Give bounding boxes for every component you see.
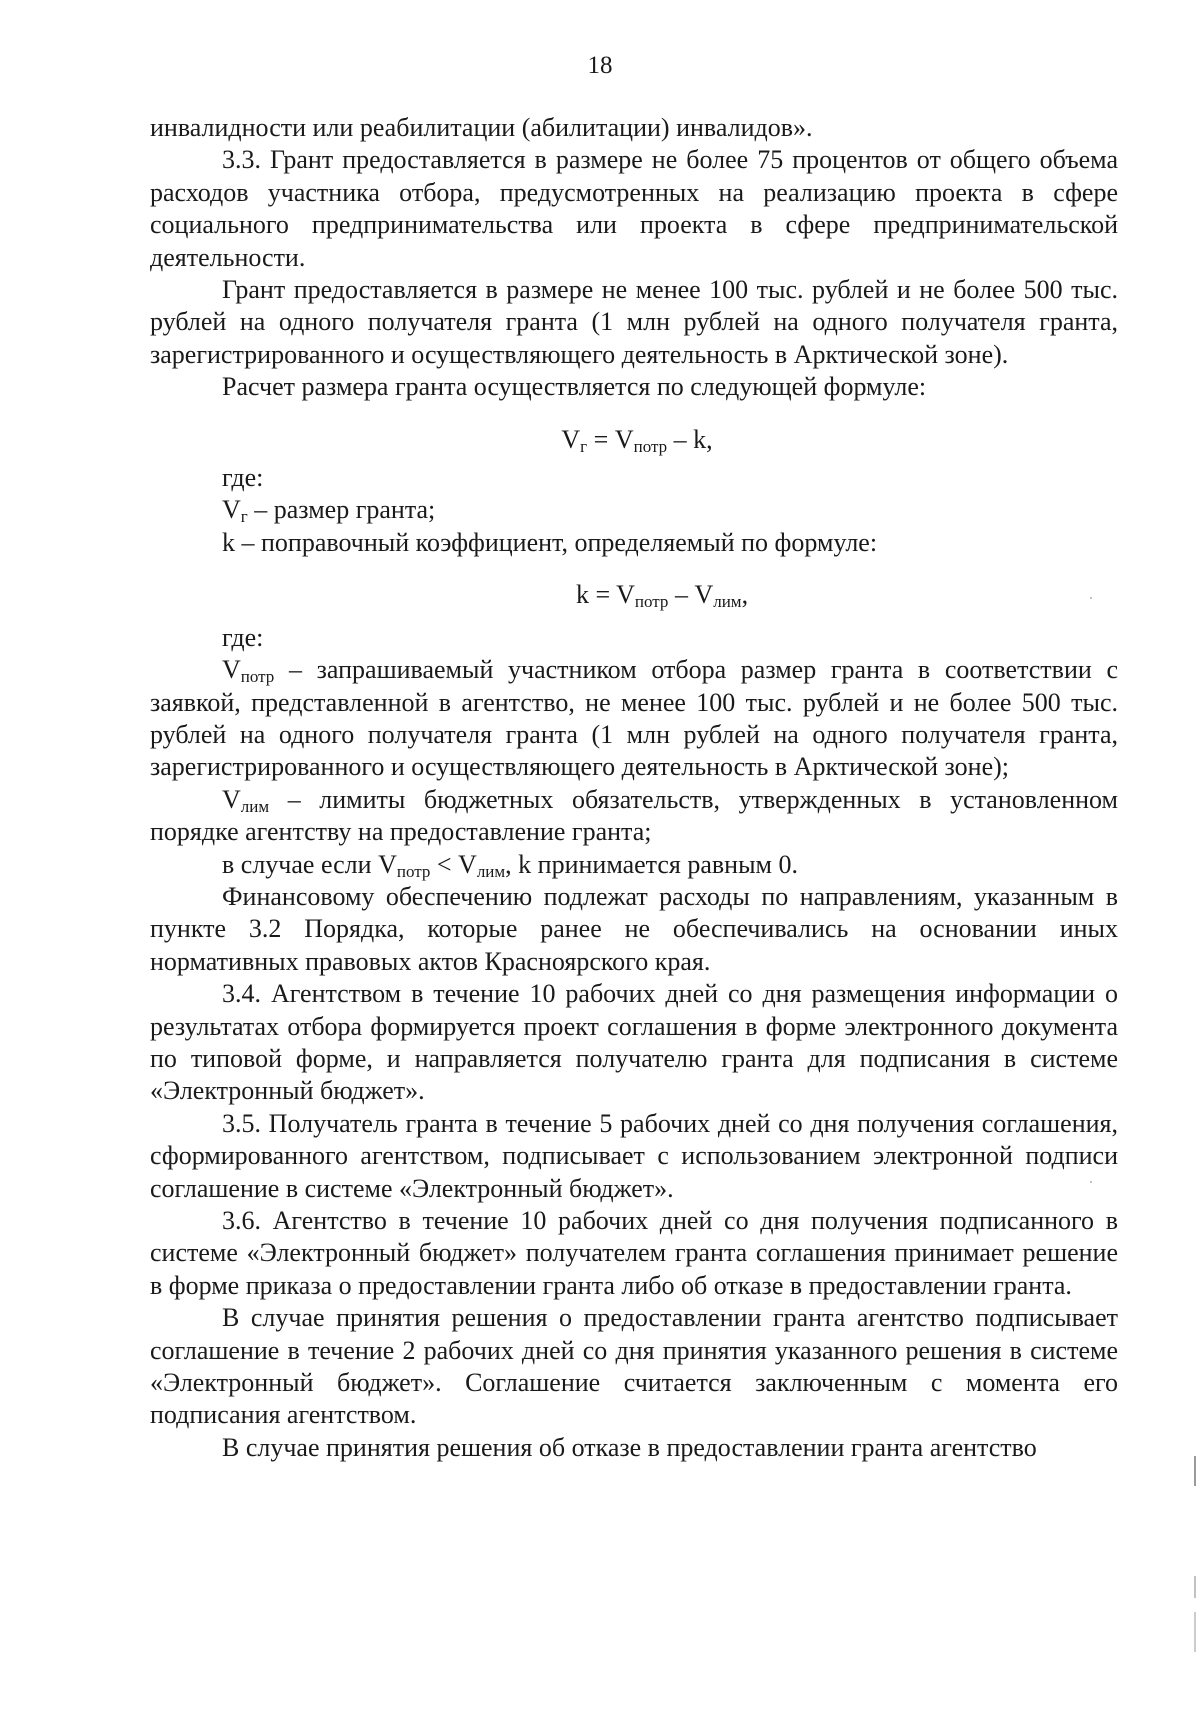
definition-vpotr-text: – запрашиваемый участником отбора размер гранта в соответствии с заявкой, представленной в агентство, не менее 100 тыс. рублей и не более 500 тыс. рублей на одного получателя гранта (1 млн рублей на одного получателя гранта, зарегистрированного и осуществляющего деятельность в Арктической зоне); xyxy=(150,655,1118,782)
page-number: 18 xyxy=(587,52,613,79)
formula-vlim: V xyxy=(694,580,714,610)
formula-vg-sub: г xyxy=(580,436,588,456)
paragraph-3-4: 3.4. Агентством в течение 10 рабочих дней со дня размещения информации о результатах отбора формируется проект соглашения в форме электронного документа по типовой форме, и направляется получателю гранта для подписания в системе «Электронный бюджет». xyxy=(150,979,1118,1106)
condition-sub-lim: лим xyxy=(476,861,506,881)
formula-vpotr: V xyxy=(614,424,634,454)
symbol-sub-g: г xyxy=(240,507,248,527)
paragraph-financing: Финансовому обеспечению подлежат расходы по направлениям, указанным в пункте 3.2 Порядка, которые ранее не обеспечивались на основании иных нормативных правовых актов Красноярского края. xyxy=(150,881,1118,976)
scan-mark-3 xyxy=(1194,1612,1196,1652)
paragraph-formula-intro: Расчет размера гранта осуществляется по следующей формуле: xyxy=(222,372,927,402)
paragraph-grant-amount: Грант предоставляется в размере не менее 100 тыс. рублей и не более 500 тыс. рублей на одного получателя гранта (1 млн рублей на одного получателя гранта, зарегистрированного и осуществляющего деятельность в Арктической зоне). xyxy=(150,275,1118,369)
definition-vlim xyxy=(150,784,1118,849)
formula-k: k = xyxy=(575,580,617,610)
scan-mark-1 xyxy=(1194,1456,1196,1486)
formula-grant-size xyxy=(150,424,1118,456)
paragraph-3-3: 3.3. Грант предоставляется в размере не более 75 процентов от общего объема расходов участника отбора, предусмотренных на реализацию проекта в сфере социального предпринимательства или проекта в сфере предпринимательской деятельности. xyxy=(150,145,1118,272)
condition-v-lim: V xyxy=(458,849,477,879)
definition-vg-text: – размер гранта; xyxy=(247,495,436,525)
formula-eq: = xyxy=(587,424,615,454)
condition-v-potr: V xyxy=(378,849,397,879)
definition-vlim-text: – лимиты бюджетных обязательств, утвержденных в установленном порядке агентству на предоставление гранта; xyxy=(150,784,1118,847)
formula-vpotr-2: V xyxy=(616,580,635,610)
definition-vg xyxy=(150,494,1118,526)
paragraph-3-5: 3.5. Получатель гранта в течение 5 рабочих дней со дня получения соглашения, сформированного агентством, подписывает с использованием электронной подписи соглашение в системе «Электронный бюджет». xyxy=(150,1108,1118,1203)
scan-dot-1 xyxy=(1090,597,1092,599)
symbol-v: V xyxy=(222,495,241,525)
formula-coefficient xyxy=(150,579,1118,611)
formula-minus: – xyxy=(668,580,695,610)
symbol-sub-potr: потр xyxy=(240,667,275,687)
symbol-v-potr: V xyxy=(222,655,241,685)
symbol-v-lim: V xyxy=(222,784,241,814)
paragraph-decision-accept: В случае принятия решения о предоставлении гранта агентство подписывает соглашение в течение 2 рабочих дней со дня принятия указанного решения в системе «Электронный бюджет». Соглашение считается заключенным с момента его подписания агентством. xyxy=(150,1303,1118,1430)
formula-vpotr-2-sub: потр xyxy=(634,592,669,612)
paragraph-3-6: 3.6. Агентство в течение 10 рабочих дней со дня получения подписанного в системе «Электронный бюджет» получателем гранта соглашения принимает решение в форме приказа о предоставлении гранта либо об отказе в предоставлении гранта. xyxy=(150,1206,1118,1300)
condition-lt: < xyxy=(430,849,459,879)
formula-2-tail: , xyxy=(741,580,749,610)
condition-suffix: , k принимается равным 0. xyxy=(505,849,799,879)
formula-vpotr-sub: потр xyxy=(633,436,668,456)
formula-vg: V xyxy=(561,424,581,454)
where-label-1: где: xyxy=(222,463,264,493)
paragraph-continuation: инвалидности или реабилитации (абилитации) инвалидов». xyxy=(150,113,813,142)
condition-sub-potr: потр xyxy=(396,861,431,881)
condition-prefix: в случае если xyxy=(222,849,379,879)
condition-line xyxy=(150,849,1118,881)
symbol-sub-lim: лим xyxy=(240,796,270,816)
scan-mark-2 xyxy=(1194,1576,1196,1598)
definition-k: k – поправочный коэффициент, определяемый по формуле: xyxy=(222,527,878,557)
where-label-2: где: xyxy=(222,622,264,652)
formula-vlim-sub: лим xyxy=(713,592,742,612)
paragraph-decision-refuse: В случае принятия решения об отказе в предоставлении гранта агентство xyxy=(222,1432,1037,1462)
formula-tail: – k, xyxy=(667,424,713,454)
document-body xyxy=(150,112,1118,1464)
scan-dot-2 xyxy=(1090,1181,1092,1183)
definition-vpotr xyxy=(150,654,1118,784)
